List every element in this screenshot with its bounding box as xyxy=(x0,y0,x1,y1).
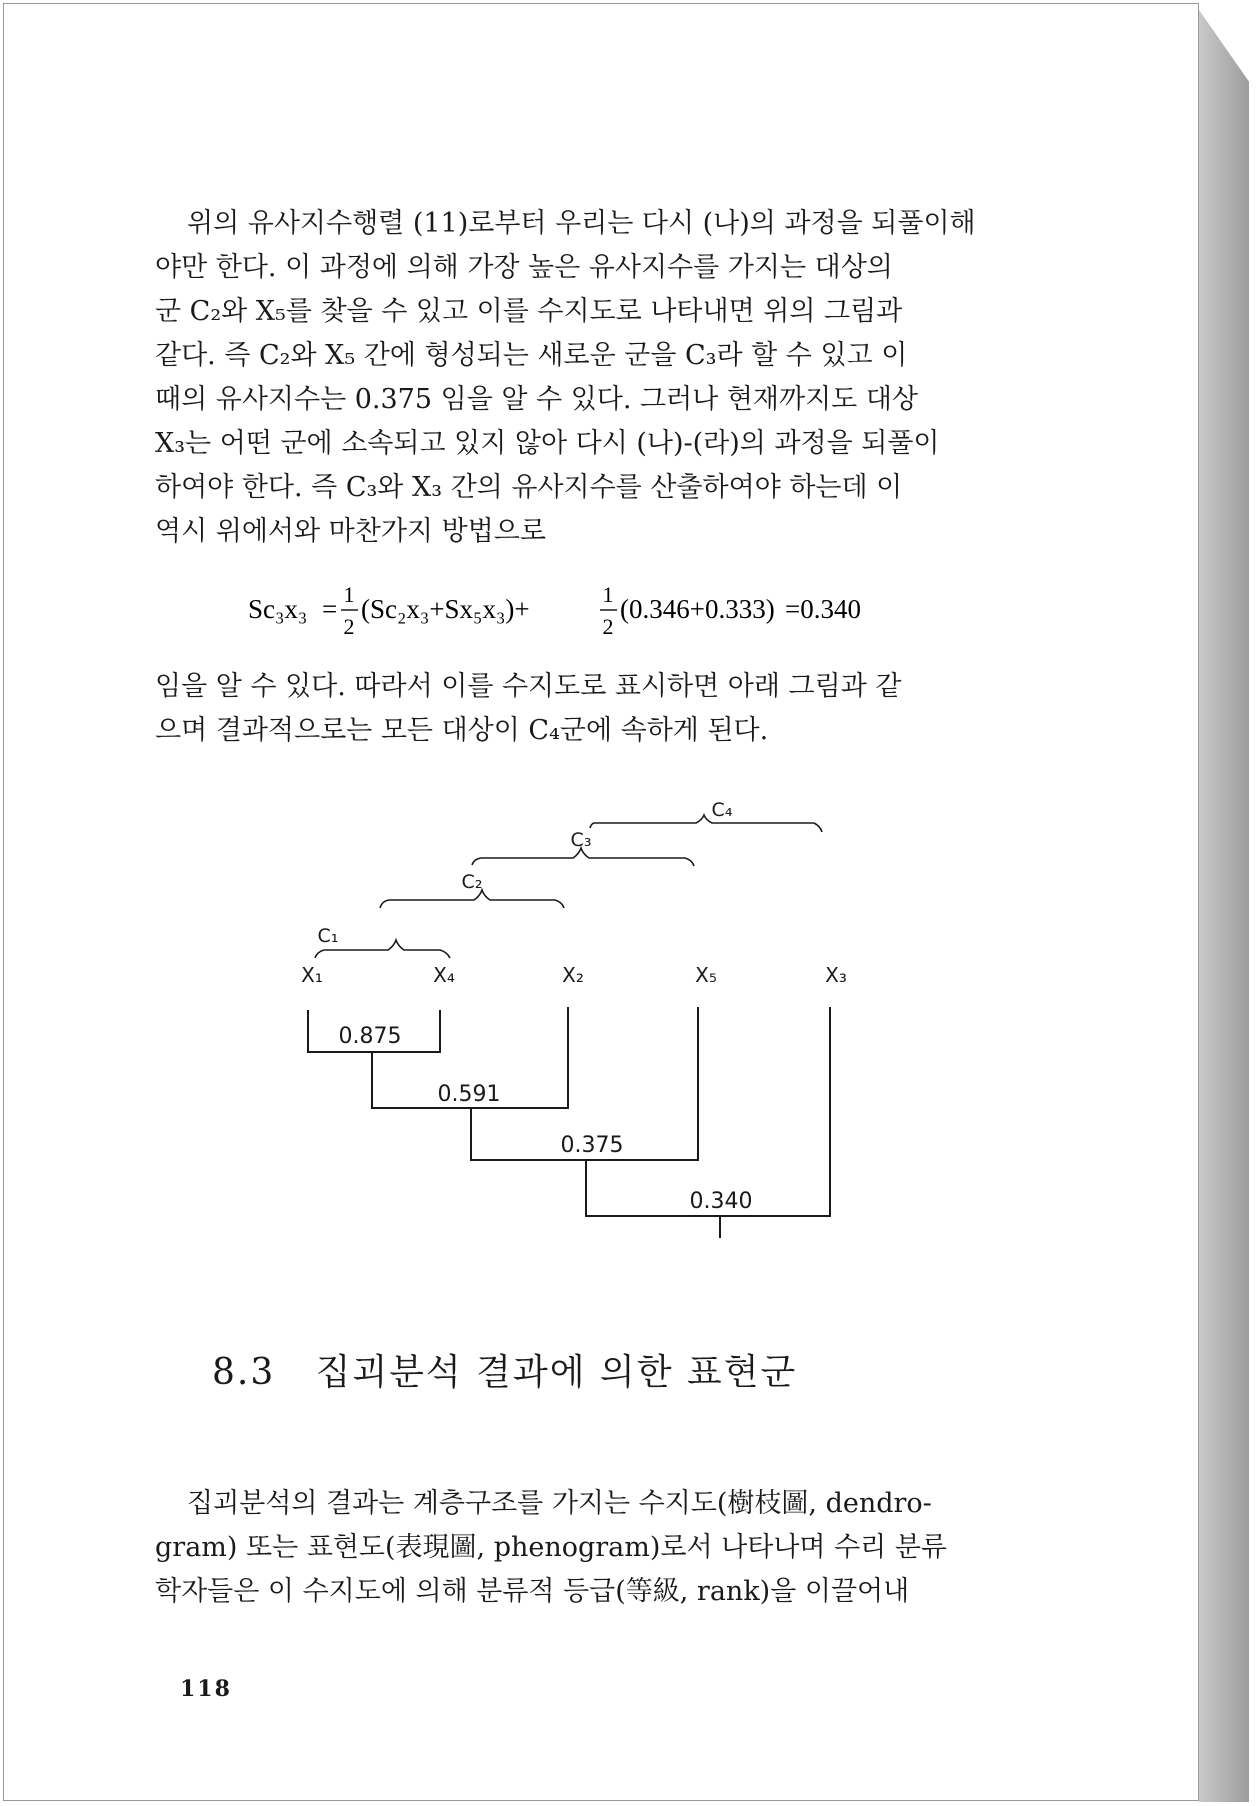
dendrogram-figure xyxy=(290,790,880,1250)
cluster-label-c2: C₂ xyxy=(461,871,483,893)
text-line: 야만 한다. 이 과정에 의해 가장 높은 유사지수를 가지는 대상의 xyxy=(155,252,893,283)
text-line: 군 C₂와 X₅를 찾을 수 있고 이를 수지도로 나타내면 위의 그림과 xyxy=(155,296,903,327)
text-line: gram) 또는 표현도(表現圖, phenogram)로서 나타나며 수리 분류 xyxy=(155,1532,947,1563)
formula-lhs: Sc₃x₃ xyxy=(248,594,308,624)
leaf-label-x4: X₄ xyxy=(433,963,455,987)
text-line: 학자들은 이 수지도에 의해 분류적 등급(等級, rank)을 이끌어내 xyxy=(155,1576,910,1607)
section-heading xyxy=(212,1344,797,1395)
similarity-formula xyxy=(248,578,888,655)
formula-graphic xyxy=(248,578,888,648)
fraction-denominator: 2 xyxy=(343,614,355,639)
paragraph-2 xyxy=(155,665,1023,753)
cluster-label-c4: C₄ xyxy=(711,799,733,821)
page-number: 118 xyxy=(180,1676,232,1702)
paragraph-3 xyxy=(155,1482,1023,1614)
formula-term-1: (Sc₂x₃+Sx₅x₃)+ xyxy=(361,594,530,624)
text-line: 으며 결과적으로는 모든 대상이 C₄군에 속하게 된다. xyxy=(155,715,769,746)
leaf-label-x1: X₁ xyxy=(301,963,323,987)
similarity-label-0375: 0.375 xyxy=(560,1133,624,1158)
leaf-label-x2: X₂ xyxy=(562,963,584,987)
section-title-text: 집괴분석 결과에 의한 표현군 xyxy=(315,1352,798,1393)
cluster-label-c1: C₁ xyxy=(317,925,339,947)
cluster-label-c3: C₃ xyxy=(570,829,592,851)
formula-term-2: (0.346+0.333) xyxy=(620,594,775,624)
paragraph-1 xyxy=(155,202,1023,554)
bracket-c4 xyxy=(590,815,822,832)
formula-equals: = xyxy=(322,594,338,624)
similarity-label-0340: 0.340 xyxy=(689,1189,753,1214)
text-line: 하여야 한다. 즉 C₃와 X₃ 간의 유사지수를 산출하여야 하는데 이 xyxy=(155,472,903,503)
fraction-denominator: 2 xyxy=(602,614,614,639)
fraction-numerator: 1 xyxy=(343,582,355,607)
merge-link-0340 xyxy=(586,1007,830,1216)
text-line: 집괴분석의 결과는 계층구조를 가지는 수지도(樹枝圖, dendro- xyxy=(187,1488,932,1519)
text-line: 때의 유사지수는 0.375 임을 알 수 있다. 그러나 현재까지도 대상 xyxy=(155,384,919,415)
similarity-label-0875: 0.875 xyxy=(338,1024,402,1049)
text-line: 역시 위에서와 마찬가지 방법으로 xyxy=(155,516,546,547)
text-line: 임을 알 수 있다. 따라서 이를 수지도로 표시하면 아래 그림과 같 xyxy=(155,671,902,702)
text-line: X₃는 어떤 군에 소속되고 있지 않아 다시 (나)-(라)의 과정을 되풀이 xyxy=(155,428,940,459)
formula-result: =0.340 xyxy=(785,594,861,624)
leaf-label-x5: X₅ xyxy=(695,963,717,987)
similarity-label-0591: 0.591 xyxy=(437,1082,501,1107)
page-stack-edge xyxy=(1199,10,1249,1802)
text-line: 같다. 즉 C₂와 X₅ 간에 형성되는 새로운 군을 C₃라 할 수 있고 이 xyxy=(155,340,908,371)
section-number: 8.3 xyxy=(212,1352,276,1393)
text-line: 위의 유사지수행렬 (11)로부터 우리는 다시 (나)의 과정을 되풀이해 xyxy=(187,208,976,239)
cluster-brackets xyxy=(315,815,822,958)
leaf-label-x3: X₃ xyxy=(825,963,847,987)
fraction-numerator: 1 xyxy=(602,582,614,607)
